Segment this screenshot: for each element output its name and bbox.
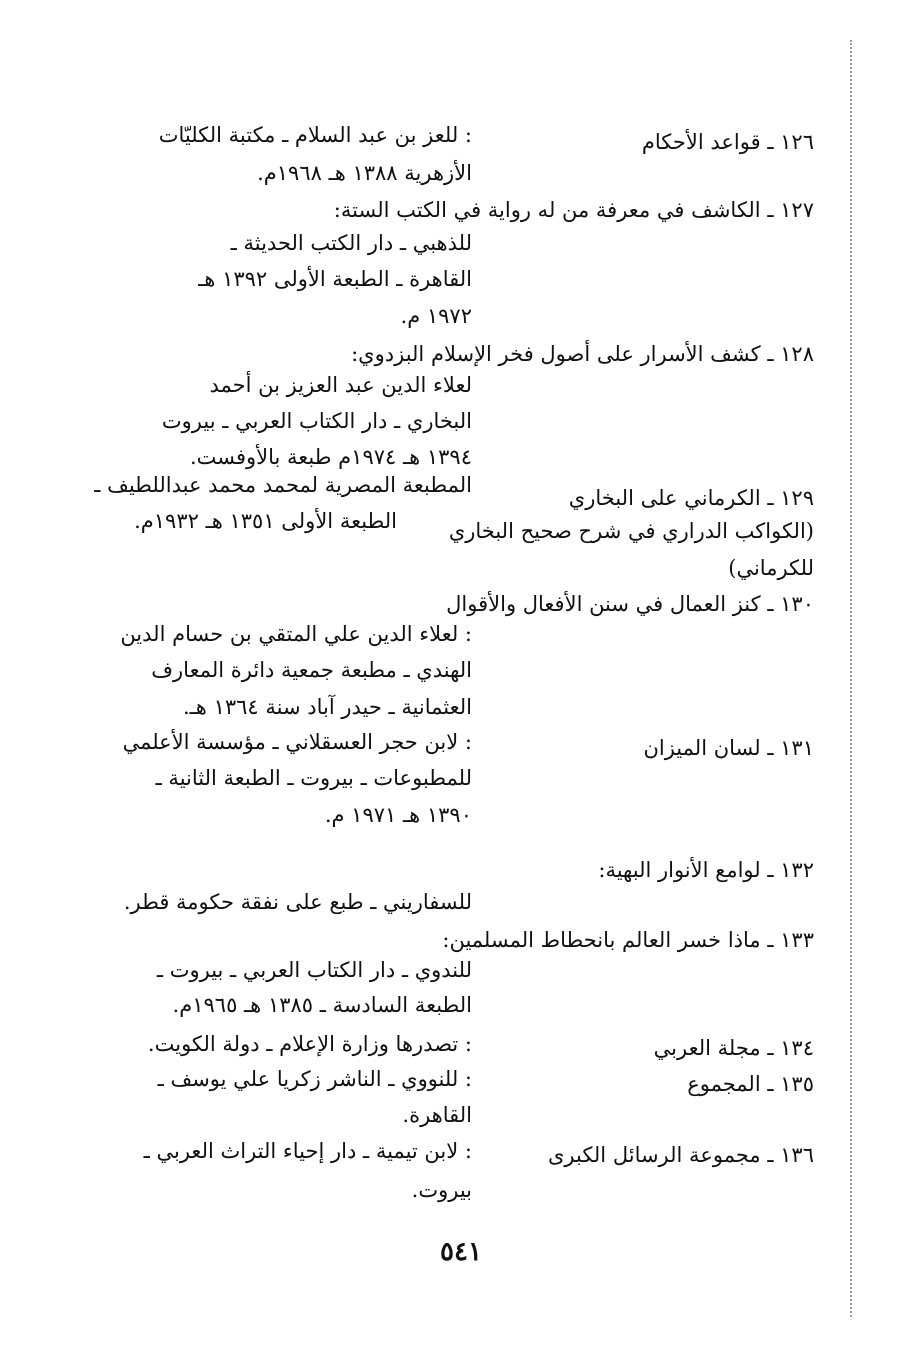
entry-136-desc-2: بيروت. xyxy=(411,1178,472,1202)
entry-133-desc-1: للندوي ـ دار الكتاب العربي ـ بيروت ـ xyxy=(156,958,472,982)
entry-126-title: ١٢٦ ـ قواعد الأحكام xyxy=(641,130,814,154)
entry-132-title: ١٣٢ ـ لوامع الأنوار البهية: xyxy=(598,858,814,882)
entry-130-desc-3: العثمانية ـ حيدر آباد سنة ١٣٦٤ هـ. xyxy=(182,695,472,719)
entry-128-title: ١٢٨ ـ كشف الأسرار على أصول فخر الإسلام البزدوي: xyxy=(351,342,814,366)
entry-131-desc-1: : لابن حجر العسقلاني ـ مؤسسة الأعلمي xyxy=(122,730,472,754)
entry-129-title: ١٢٩ ـ الكرماني على البخاري xyxy=(568,486,814,510)
entry-134-title: ١٣٤ ـ مجلة العربي xyxy=(653,1036,814,1060)
entry-131-desc-2: للمطبوعات ـ بيروت ـ الطبعة الثانية ـ xyxy=(155,766,472,790)
entry-128-desc-3: ١٣٩٤ هـ ١٩٧٤م طبعة بالأوفست. xyxy=(189,445,472,469)
entry-129-desc-1: المطبعة المصرية لمحمد محمد عبداللطيف ـ xyxy=(94,473,472,497)
entry-133-desc-2: الطبعة السادسة ـ ١٣٨٥ هـ ١٩٦٥م. xyxy=(172,993,472,1017)
entry-126-desc-2: الأزهرية ١٣٨٨ هـ ١٩٦٨م. xyxy=(257,161,472,185)
entry-129-desc-2: الطبعة الأولى ١٣٥١ هـ ١٩٣٢م. xyxy=(134,509,397,533)
entry-133-title: ١٣٣ ـ ماذا خسر العالم بانحطاط المسلمين: xyxy=(442,928,814,952)
entry-129-title-extra-1: (الكواكب الدراري في شرح صحيح البخاري xyxy=(448,519,814,543)
entry-126-desc-1: : للعز بن عبد السلام ـ مكتبة الكليّات xyxy=(158,123,472,147)
entry-129-title-extra-2: للكرماني) xyxy=(728,556,814,580)
entry-128-desc-2: البخاري ـ دار الكتاب العربي ـ بيروت xyxy=(161,409,472,433)
entry-127-title: ١٢٧ ـ الكاشف في معرفة من له رواية في الكتب الستة: xyxy=(333,198,814,222)
entry-135-desc-2: القاهرة. xyxy=(402,1103,472,1127)
entry-130-title: ١٣٠ ـ كنز العمال في سنن الأفعال والأقوال xyxy=(446,592,814,616)
entry-127-desc-1: للذهبي ـ دار الكتب الحديثة ـ xyxy=(230,231,472,255)
entry-131-desc-3: ١٣٩٠ هـ ١٩٧١ م. xyxy=(324,803,472,827)
page-number: ٥٤١ xyxy=(440,1237,482,1267)
entry-131-title: ١٣١ ـ لسان الميزان xyxy=(643,736,814,760)
entry-135-desc-1: : للنووي ـ الناشر زكريا علي يوسف ـ xyxy=(157,1067,472,1091)
entry-134-desc-1: : تصدرها وزارة الإعلام ـ دولة الكويت. xyxy=(147,1032,472,1056)
entry-136-desc-1: : لابن تيمية ـ دار إحياء التراث العربي ـ xyxy=(143,1139,472,1163)
entry-135-title: ١٣٥ ـ المجموع xyxy=(687,1072,814,1096)
margin-dotted-line xyxy=(850,40,852,1317)
entry-128-desc-1: لعلاء الدين عبد العزيز بن أحمد xyxy=(209,373,472,397)
entry-130-desc-1: : لعلاء الدين علي المتقي بن حسام الدين xyxy=(120,622,472,646)
entry-127-desc-3: ١٩٧٢ م. xyxy=(400,304,472,328)
entry-132-desc-1: للسفاريني ـ طبع على نفقة حكومة قطر. xyxy=(123,890,472,914)
entry-136-title: ١٣٦ ـ مجموعة الرسائل الكبرى xyxy=(547,1143,814,1167)
entry-127-desc-2: القاهرة ـ الطبعة الأولى ١٣٩٢ هـ xyxy=(198,267,472,291)
entry-130-desc-2: الهندي ـ مطبعة جمعية دائرة المعارف xyxy=(151,658,472,682)
